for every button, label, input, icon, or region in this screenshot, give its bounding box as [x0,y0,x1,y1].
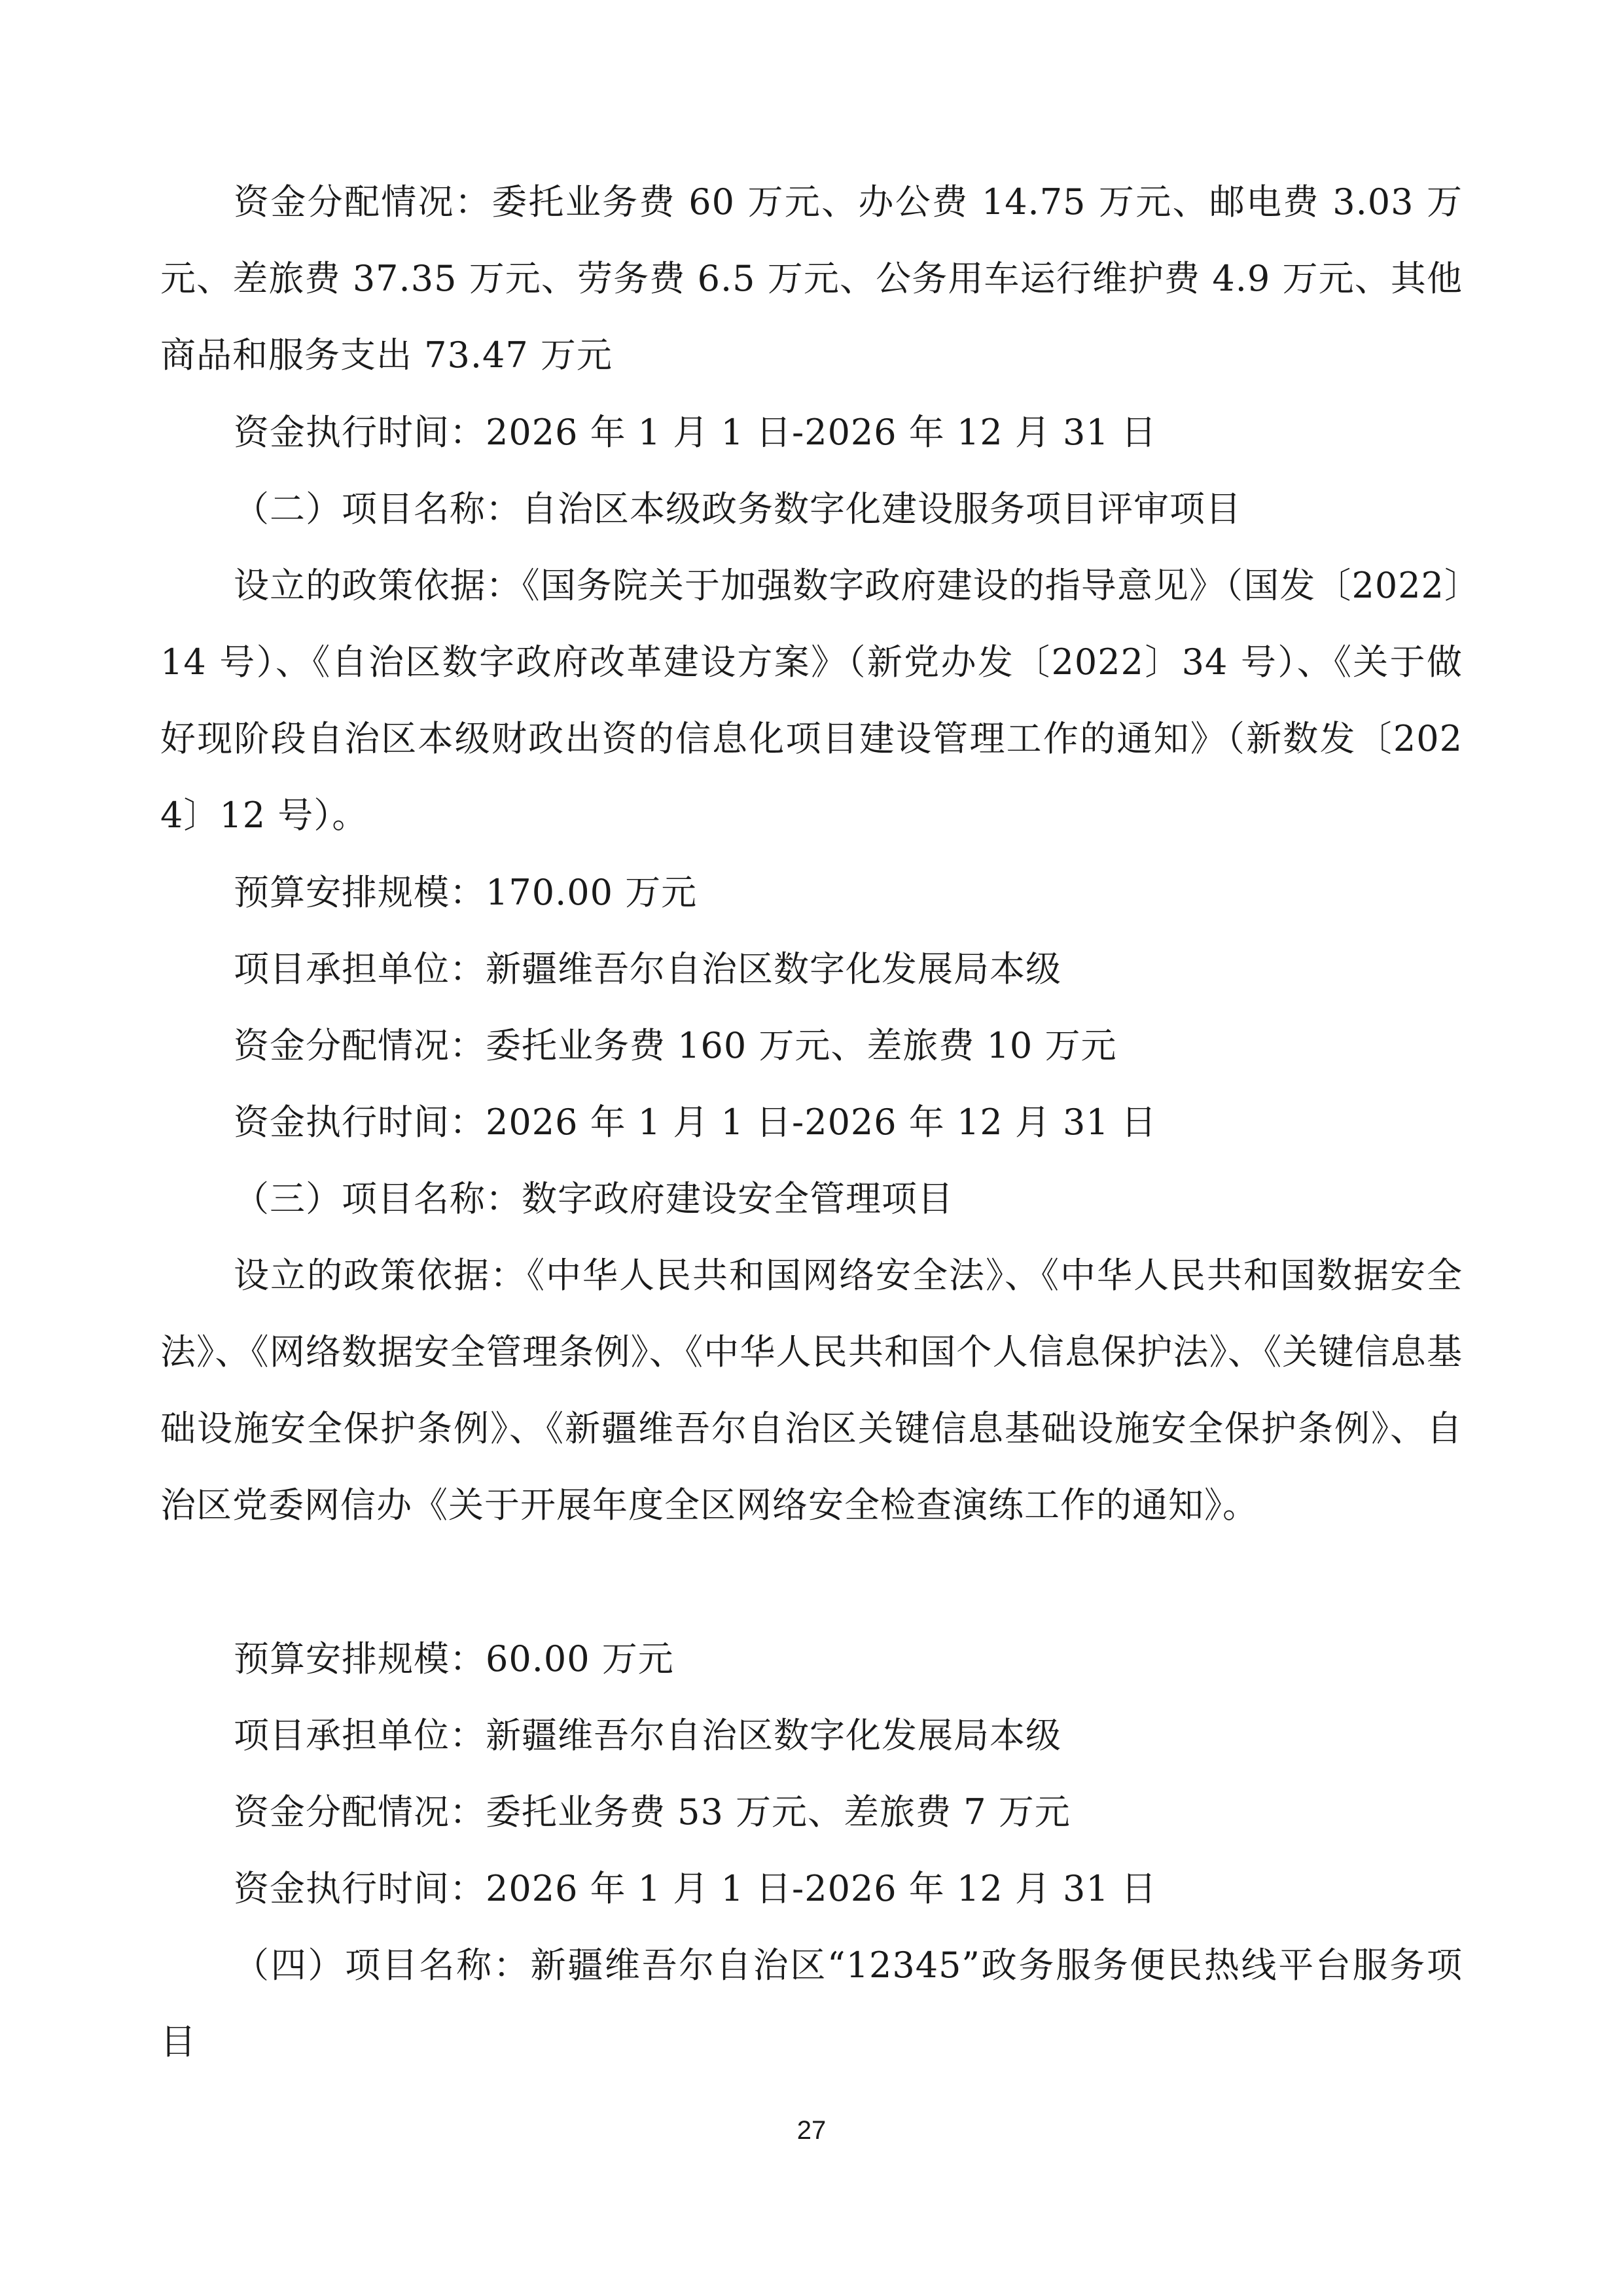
page-number: 27 [796,2116,827,2145]
paragraph-fund-allocation-1: 资金分配情况：委托业务费 60 万元、办公费 14.75 万元、邮电费 3.03 万元、差旅费 37.35 万元、劳务费 6.5 万元、公务用车运行维护费 4.9 万元、其他商品和服务支出 73.47 万元 [160,181,1463,376]
paragraph-policy-basis-3: 设立的政策依据：《中华人民共和国网络安全法》、《中华人民共和国数据安全法》、《网络数据安全管理条例》、《中华人民共和国个人信息保护法》、《关键信息基础设施安全保护条例》、《新疆维吾尔自治区关键信息基础设施安全保护条例》、自治区党委网信办《关于开展年度全区网络安全检查演练工作的通知》。 [160,1255,1463,1526]
heading-project-3: （三）项目名称：数字政府建设安全管理项目 [234,1178,954,1219]
paragraph-undertaking-unit-3: 项目承担单位：新疆维吾尔自治区数字化发展局本级 [234,1715,1061,1756]
paragraph-budget-3: 预算安排规模：60.00 万元 [234,1638,674,1679]
heading-project-4: （四）项目名称：新疆维吾尔自治区“12345”政务服务便民热线平台服务项目 [160,1945,1463,2062]
paragraph-fund-allocation-2: 资金分配情况：委托业务费 160 万元、差旅费 10 万元 [234,1025,1117,1066]
paragraph-fund-allocation-3: 资金分配情况：委托业务费 53 万元、差旅费 7 万元 [234,1791,1071,1833]
paragraph-undertaking-unit-2: 项目承担单位：新疆维吾尔自治区数字化发展局本级 [234,948,1061,990]
heading-project-2: （二）项目名称：自治区本级政务数字化建设服务项目评审项目 [234,488,1241,529]
paragraph-execution-time-2: 资金执行时间：2026 年 1 月 1 日-2026 年 12 月 31 日 [234,1102,1157,1143]
paragraph-policy-basis-2: 设立的政策依据：《国务院关于加强数字政府建设的指导意见》（国发〔2022〕14 号）、《自治区数字政府改革建设方案》（新党办发〔2022〕34 号）、《关于做好现阶段自治区本级财政出资的信息化项目建设管理工作的通知》（新数发〔2024〕12 号）。 [160,565,1463,836]
paragraph-execution-time-1: 资金执行时间：2026 年 1 月 1 日-2026 年 12 月 31 日 [234,412,1157,453]
paragraph-budget-2: 预算安排规模：170.00 万元 [234,872,698,913]
paragraph-execution-time-3: 资金执行时间：2026 年 1 月 1 日-2026 年 12 月 31 日 [234,1868,1157,1909]
